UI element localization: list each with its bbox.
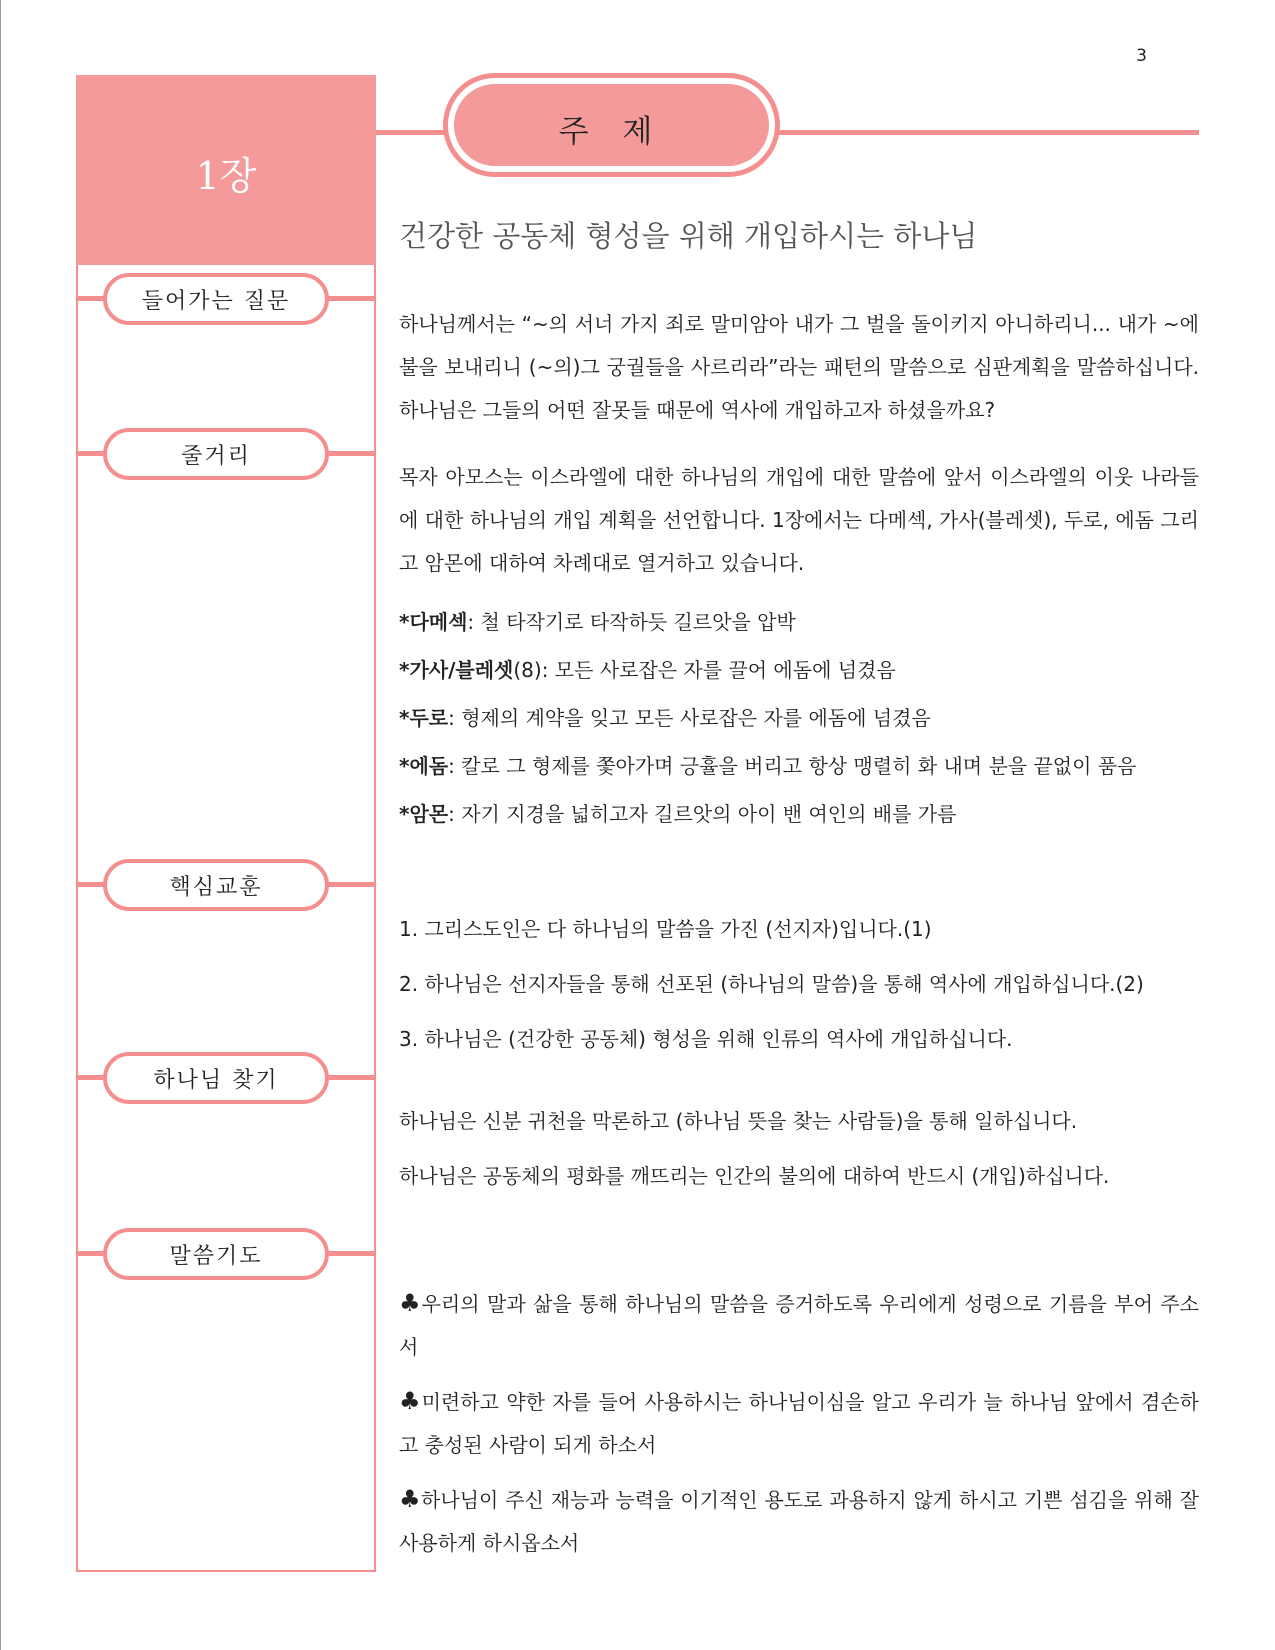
club-bullet-icon: ♣ <box>399 1485 422 1513</box>
synopsis-item-name: *암몬 <box>399 802 449 826</box>
page-edge <box>0 0 1 1650</box>
synopsis-item-name: *다메섹 <box>399 610 468 634</box>
prayer-item <box>399 1282 1199 1369</box>
synopsis-item-desc: (8): 모든 사로잡은 자를 끌어 에돔에 넘겼음 <box>513 658 896 682</box>
synopsis-item-name: *에돔 <box>399 754 449 778</box>
chapter-title: 1장 <box>195 154 257 198</box>
synopsis-item-desc: : 자기 지경을 넓히고자 길르앗의 아이 밴 여인의 배를 가름 <box>448 802 957 826</box>
prayer-text: 미련하고 약한 자를 들어 사용하시는 하나님이심을 알고 우리가 늘 하나님 앞에서 겸손하고 충성된 사람이 되게 하소서 <box>399 1390 1200 1457</box>
finding-god-item: 하나님은 공동체의 평화를 깨뜨리는 인간의 불의에 대하여 반드시 (개입)하십니다. <box>399 1164 1110 1188</box>
club-bullet-icon: ♣ <box>399 1289 422 1317</box>
topic-heading: 건강한 공동체 형성을 위해 개입하시는 하나님 <box>399 219 978 253</box>
prayer-text: 하나님이 주신 재능과 능력을 이기적인 용도로 과용하지 않게 하시고 기쁜 섬김을 위해 잘 사용하게 하시옵소서 <box>399 1488 1199 1555</box>
synopsis-item <box>399 750 1199 779</box>
synopsis-item-desc: : 형제의 계약을 잊고 모든 사로잡은 자를 에돔에 넘겼음 <box>448 706 931 730</box>
section-label-intro-question: 들어가는 질문 <box>103 273 329 325</box>
synopsis-item-name: *두로 <box>399 706 449 730</box>
synopsis-item-desc: : 칼로 그 형제를 쫓아가며 긍휼을 버리고 항상 맹렬히 화 내며 분을 끝없이 품음 <box>448 754 1137 778</box>
synopsis-item <box>399 654 1199 683</box>
section-label-synopsis: 줄거리 <box>103 428 329 480</box>
synopsis-item <box>399 798 1199 827</box>
synopsis-item-desc: : 철 타작기로 타작하듯 길르앗을 압박 <box>467 610 796 634</box>
page-number: 3 <box>1136 46 1147 66</box>
key-lesson-item: 3. 하나님은 (건강한 공동체) 형성을 위해 인류의 역사에 개입하십니다. <box>399 1027 1013 1051</box>
prayer-text: 우리의 말과 삶을 통해 하나님의 말씀을 증거하도록 우리에게 성령으로 기름을 부어 주소서 <box>399 1292 1200 1359</box>
section-label-finding-god: 하나님 찾기 <box>103 1052 329 1104</box>
key-lesson-item: 1. 그리스도인은 다 하나님의 말씀을 가진 (선지자)입니다.(1) <box>399 917 932 941</box>
section-label-word-prayer: 말씀기도 <box>103 1228 329 1280</box>
section-label-key-lessons: 핵심교훈 <box>103 859 329 911</box>
finding-god-item: 하나님은 신분 귀천을 막론하고 (하나님 뜻을 찾는 사람들)을 통해 일하십니다. <box>399 1109 1078 1133</box>
intro-question-text: 하나님께서는 “~의 서너 가지 죄로 말미암아 내가 그 벌을 돌이키지 아니하리니... 내가 ~에 불을 보내리니 (~의)그 궁궐들을 사르리라”라는 패턴의 말씀으로 심판계획을 말씀하십니다. 하나님은 그들의 어떤 잘못들 때문에 역사에 개입하고자 하셨을까요? <box>399 312 1199 422</box>
synopsis-item <box>399 702 1199 731</box>
synopsis-item <box>399 606 1199 635</box>
synopsis-item-name: *가사/블레셋 <box>399 658 514 682</box>
synopsis-text: 목자 아모스는 이스라엘에 대한 하나님의 개입에 대한 말씀에 앞서 이스라엘의 이웃 나라들에 대한 하나님의 개입 계획을 선언합니다. 1장에서는 다메섹, 가사(블레셋), 두로, 에돔 그리고 암몬에 대하여 차례대로 열거하고 있습니다. <box>399 465 1200 575</box>
prayer-item <box>399 1478 1199 1565</box>
prayer-item <box>399 1380 1199 1467</box>
key-lesson-item: 2. 하나님은 선지자들을 통해 선포된 (하나님의 말씀)을 통해 역사에 개입하십니다.(2) <box>399 972 1144 996</box>
club-bullet-icon: ♣ <box>399 1387 422 1415</box>
topic-label: 주 제 <box>558 114 665 150</box>
